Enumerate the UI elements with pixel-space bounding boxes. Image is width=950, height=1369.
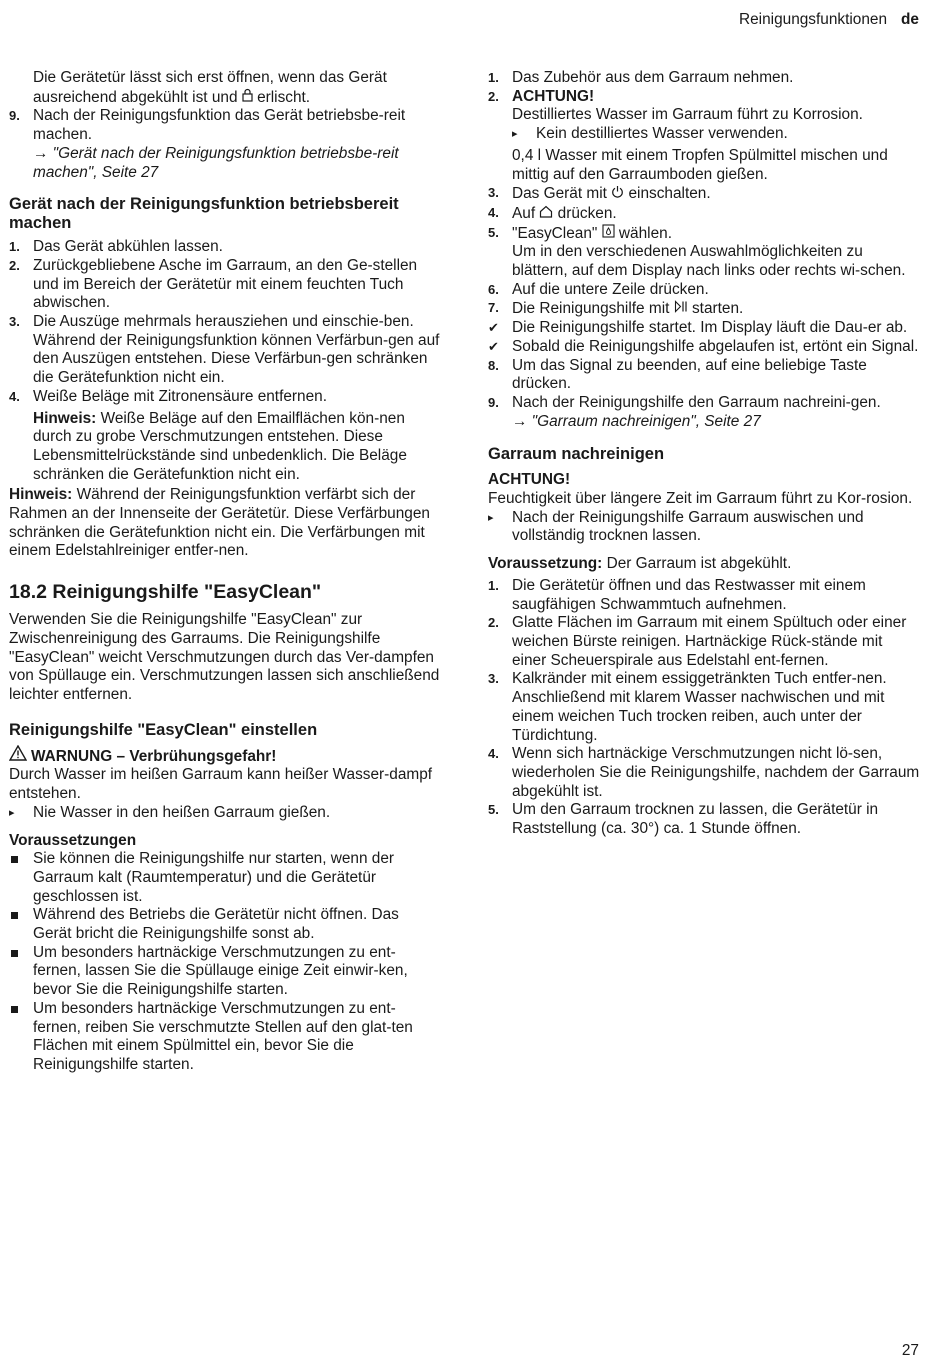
header-section: Reinigungsfunktionen (739, 11, 888, 28)
action-item: ▸ Kein destilliertes Wasser verwenden. (512, 125, 788, 143)
list-item: 2. ACHTUNG! Destilliertes Wasser im Garraum führt zu Korrosion. ▸ Kein destilliertes Wasser verwenden. 0,4 l Wasser mit einem Tropfen Spülmittel mischen und mittig auf den Garraumboden gießen. (488, 88, 920, 185)
triangle-bullet-icon: ▸ (488, 511, 494, 524)
square-bullet-icon (11, 1006, 18, 1013)
step-9: 9. Nach der Reinigungsfunktion das Gerät betriebsbe-reit machen. → "Gerät nach der Reinigungsfunktion betriebsbe-reit machen", Seite 27 (9, 107, 441, 182)
section-title-easyclean: 18.2 Reinigungshilfe "EasyClean" (9, 581, 322, 604)
steps-list-betriebsbereit (9, 238, 441, 484)
power-icon (611, 184, 624, 203)
prerequisites-title: Voraussetzungen (9, 831, 137, 849)
prerequisite: Voraussetzung: Der Garraum ist abgekühlt. (488, 555, 792, 573)
check-icon: ✔ (488, 338, 499, 354)
list-item: 3. Das Gerät mit einschalten. (488, 185, 711, 203)
section-title-garraum-nachreinigen: Garraum nachreinigen (488, 445, 665, 464)
list-item: 3. Die Auszüge mehrmals herausziehen und einschie-ben. Während der Reinigungsfunktion können Verfärbun-gen auf den Auszügen entstehen. Diese Verfärbun-gen schränken die Gerätefunktion nicht ein. (9, 313, 440, 387)
list-item: Um besonders hartnäckige Verschmutzungen zu ent-fernen, lassen Sie die Spüllauge einige Zeit einwir-ken, bevor Sie die Reinigungshilfe starten. (9, 944, 441, 1000)
cross-reference-link[interactable]: → "Garraum nachreinigen", Seite 27 (512, 412, 761, 430)
left-column (9, 69, 441, 1075)
prerequisites-list (9, 850, 441, 1074)
section-title-betriebsbereit: Gerät nach der Reinigungsfunktion betriebsbereit machen (9, 195, 399, 233)
check-icon: ✔ (488, 320, 499, 336)
list-item: Um besonders hartnäckige Verschmutzungen zu ent-fernen, reiben Sie verschmutzte Stellen auf den glat-ten Flächen mit einem Spülmittel ein, bevor Sie die Reinigungshilfe starten. (9, 1000, 441, 1075)
list-item: 9. Nach der Reinigungshilfe den Garraum nachreini-gen. → "Garraum nachreinigen", Seite 27 (488, 394, 920, 431)
right-column (488, 69, 920, 839)
cross-reference-link[interactable]: → "Gerät nach der Reinigungsfunktion betriebsbe-reit machen", Seite 27 (33, 144, 399, 181)
list-item: Während des Betriebs die Gerätetür nicht öffnen. Das Gerät bricht die Reinigungshilfe sonst ab. (9, 906, 441, 943)
play-pause-icon (674, 299, 688, 318)
section-title-easyclean-einstellen: Reinigungshilfe "EasyClean" einstellen (9, 720, 318, 739)
hint-paragraph: Hinweis: Während der Reinigungsfunktion verfärbt sich der Rahmen an der Innenseite der Gerätetür. Diese Verfärbungen schränken die Gerätefunktion nicht ein. Die Verfärbungen mit einem Edelstahlreiniger entfer-nen. (9, 486, 430, 560)
step-note: Während der Reinigungsfunktion können Verfärbun-gen auf den Auszügen entstehen. Diese Verfärbun-gen schränken die Gerätefunktion nicht ein. (33, 331, 440, 387)
attention-text: Feuchtigkeit über längere Zeit im Garraum führt zu Kor-rosion. (488, 490, 913, 508)
list-item: 4. Auf drücken. (488, 204, 617, 222)
square-bullet-icon (11, 856, 18, 863)
warning-text: Durch Wasser im heißen Garraum kann heißer Wasser-dampf entstehen. (9, 766, 433, 803)
list-item: 5. "EasyClean" wählen. Um in den verschiedenen Auswahlmöglichkeiten zu blättern, auf dem Display nach links oder rechts wi-schen. (488, 224, 906, 280)
list-item: 1. Das Zubehör aus dem Garraum nehmen. (488, 69, 794, 86)
lock-icon (242, 88, 253, 107)
list-item: 2. Zurückgebliebene Asche im Garraum, an den Ge-stellen und im Bereich der Gerätetür mit einem feuchten Tuch abwischen. (9, 256, 418, 312)
steps-list-nachreinigen (488, 577, 920, 839)
list-item: Sie können die Reinigungshilfe nur starten, wenn der Garraum kalt (Raumtemperatur) und die Gerätetür geschlossen ist. (9, 850, 441, 906)
page-number: 27 (901, 1342, 919, 1359)
hint-note: Hinweis: Weiße Beläge auf den Emailflächen kön-nen durch zu grobe Verschmutzungen entstehen. Diese Lebensmittelrückstände sind unbedenklich. Die Beläge schränken die Gerätefunktion nicht ein. (33, 409, 407, 483)
list-item: 4. Weiße Beläge mit Zitronensäure entfernen. Hinweis: Weiße Beläge auf den Emailflächen kön-nen durch zu grobe Verschmutzungen entstehen. Diese Lebensmittelrückstände sind unbedenklich. Die Beläge schränken die Gerätefunktion nicht ein. (9, 388, 441, 485)
easyclean-icon (602, 224, 615, 243)
result-item: ✔ Sobald die Reinigungshilfe abgelaufen ist, ertönt ein Signal. (488, 337, 919, 355)
list-item: 4. Wenn sich hartnäckige Verschmutzungen nicht lö-sen, wiederholen Sie die Reinigungshilfe, nachdem der Garraum abgekühlt ist. (488, 745, 920, 800)
list-item: 8. Um das Signal zu beenden, auf eine beliebige Taste drücken. (488, 356, 867, 393)
warning-title: WARNUNG – Verbrühungsgefahr! (9, 745, 441, 767)
attention-label: ACHTUNG! (488, 471, 571, 489)
attention-action: ▸ Nach der Reinigungshilfe Garraum auswischen und vollständig trocknen lassen. (488, 508, 864, 545)
triangle-bullet-icon: ▸ (512, 128, 518, 141)
home-icon (539, 204, 553, 223)
list-item: 2. Glatte Flächen im Garraum mit einem Spültuch oder einer weichen Bürste reinigen. Hartnäckige Rück-stände mit einer Scheuerspirale aus Edelstahl ent-fernen. (488, 614, 907, 669)
page-header (739, 11, 919, 30)
list-item: 1. Das Gerät abkühlen lassen. (9, 238, 223, 256)
square-bullet-icon (11, 950, 18, 957)
list-item: 7. Die Reinigungshilfe mit starten. (488, 300, 744, 318)
square-bullet-icon (11, 912, 18, 919)
warning-action: ▸ Nie Wasser in den heißen Garraum gießen. (9, 803, 331, 821)
header-language: de (901, 11, 919, 28)
list-item: 3. Kalkränder mit einem essiggetränkten Tuch entfer-nen. Anschließend mit klarem Wasser nachwischen und mit einem weichen Tuch trocken reiben, auch unter der Türdichtung. (488, 670, 887, 744)
list-item: 1. Die Gerätetür öffnen und das Restwasser mit einem saugfähigen Schwammtuch aufnehmen. (488, 576, 866, 613)
intro-paragraph: Die Gerätetür lässt sich erst öffnen, wenn das Gerät ausreichend abgekühlt ist und erlischt. (33, 69, 387, 106)
result-item: ✔ Die Reinigungshilfe startet. Im Display läuft die Dau-er ab. (488, 319, 908, 337)
triangle-bullet-icon: ▸ (9, 806, 15, 819)
list-item: 6. Auf die untere Zeile drücken. (488, 280, 709, 298)
list-item: 5. Um den Garraum trocknen zu lassen, die Gerätetür in Raststellung (ca. 30°) ca. 1 Stunde öffnen. (488, 801, 879, 838)
warning-triangle-icon (9, 745, 31, 767)
easyclean-intro: Verwenden Sie die Reinigungshilfe "EasyClean" zur Zwischenreinigung des Garraums. Die Reinigungshilfe "EasyClean" weicht Verschmutzungen durch das Ver-dampfen von Spüllauge ein. Verschmutzungen lassen sich anschließend leichter entfernen. (9, 611, 440, 703)
